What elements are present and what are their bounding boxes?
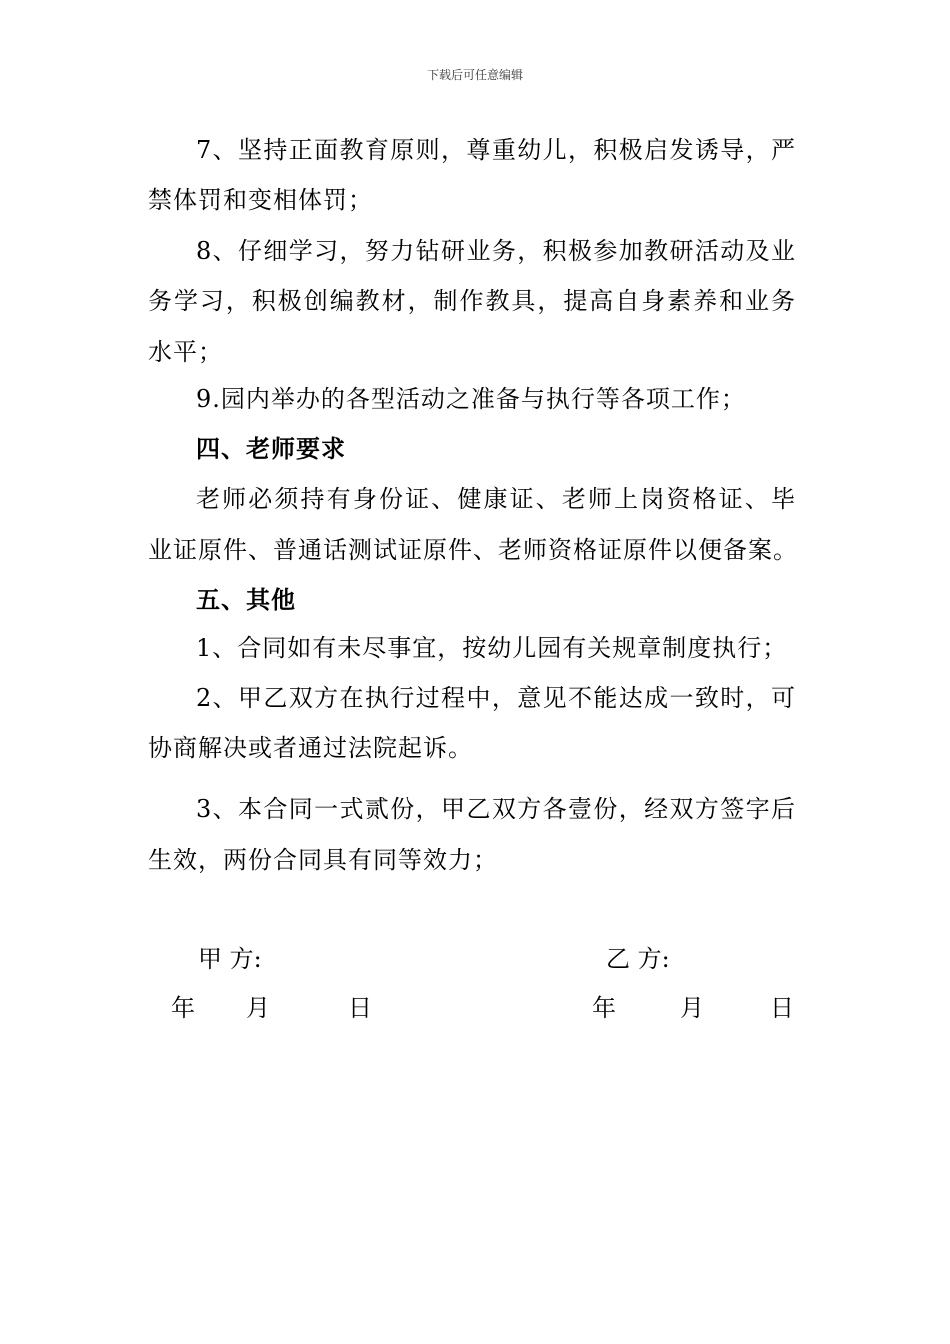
section-4-line-1: 老师必须持有身份证、健康证、老师上岗资格证、毕	[196, 485, 796, 513]
party-b-day: 日	[770, 994, 794, 1022]
party-a-month: 月	[246, 994, 270, 1022]
clause-8-line-3: 水平；	[148, 338, 223, 366]
clause-7-line-1: 7、坚持正面教育原则，尊重幼儿，积极启发诱导，严	[196, 136, 796, 164]
party-a-year: 年	[171, 994, 195, 1022]
other-2-line-1: 2、甲乙双方在执行过程中，意见不能达成一致时，可	[196, 684, 796, 712]
party-a-label: 甲 方:	[198, 945, 262, 973]
clause-8-line-1: 8、仔细学习，努力钻研业务，积极参加教研活动及业	[196, 237, 796, 265]
party-b-year: 年	[592, 994, 616, 1022]
other-3-line-1: 3、本合同一式贰份，甲乙双方各壹份，经双方签字后	[196, 795, 796, 823]
other-3-line-2: 生效，两份合同具有同等效力；	[148, 846, 498, 874]
clause-8-line-2: 务学习，积极创编教材，制作教具，提高自身素养和业务	[148, 287, 796, 315]
clause-9-line-1: 9.园内举办的各型活动之准备与执行等各项工作；	[196, 385, 746, 413]
party-a-day: 日	[348, 994, 372, 1022]
section-4-line-2: 业证原件、普通话测试证原件、老师资格证原件以便备案。	[148, 536, 798, 564]
section-5-title: 五、其他	[196, 585, 296, 614]
header-note: 下载后可任意编辑	[426, 68, 523, 82]
other-2-line-2: 协商解决或者通过法院起诉。	[148, 734, 473, 762]
party-b-label: 乙 方:	[606, 945, 670, 973]
party-b-month: 月	[680, 994, 704, 1022]
section-4-title: 四、老师要求	[196, 434, 346, 463]
clause-7-line-2: 禁体罚和变相体罚；	[148, 186, 373, 214]
other-1-line-1: 1、合同如有未尽事宜，按幼儿园有关规章制度执行；	[196, 634, 788, 662]
